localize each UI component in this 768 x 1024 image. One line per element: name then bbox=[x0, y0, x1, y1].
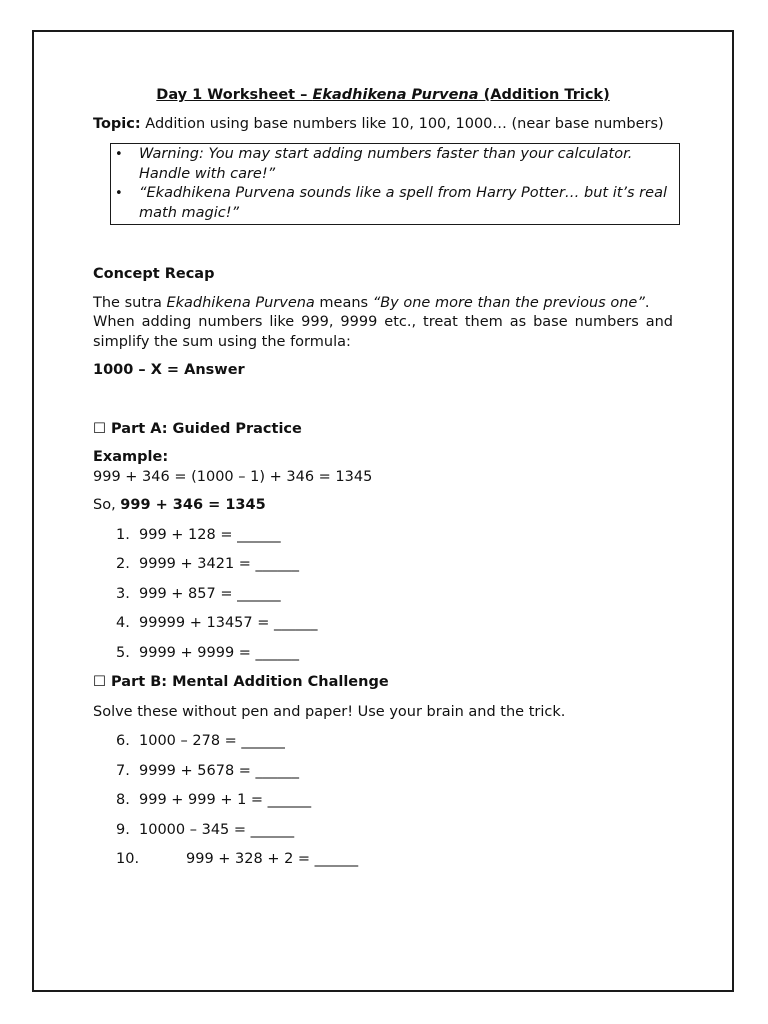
bullet-icon: • bbox=[115, 186, 123, 201]
part-b-heading: ☐ Part B: Mental Addition Challenge bbox=[93, 674, 389, 690]
concept-paragraph-1: The sutra Ekadhikena Purvena means “By one more than the previous one”. bbox=[93, 294, 650, 311]
part-b-questions bbox=[93, 732, 673, 870]
question-text: 9999 + 9999 = ______ bbox=[139, 644, 300, 661]
question-text: 999 + 999 + 1 = ______ bbox=[139, 792, 312, 808]
question-text: 999 + 328 + 2 = ______ bbox=[186, 851, 359, 867]
question-number: 3. bbox=[116, 585, 130, 602]
question-text: 99999 + 13457 = ______ bbox=[139, 615, 318, 631]
question-number: 7. bbox=[116, 762, 130, 779]
topic-text: Addition using base numbers like 10, 100, 1000… (near base numbers) bbox=[140, 115, 664, 132]
topic-line bbox=[93, 115, 673, 135]
question-item bbox=[93, 850, 673, 870]
question-number: 5. bbox=[116, 644, 130, 661]
question-number: 8. bbox=[116, 792, 130, 808]
question-number: 10. bbox=[116, 851, 140, 867]
question-item bbox=[93, 762, 673, 782]
question-text: 9999 + 5678 = ______ bbox=[139, 762, 300, 779]
example-label: Example: bbox=[93, 449, 169, 465]
question-text: 999 + 857 = ______ bbox=[139, 585, 281, 602]
question-text: 1000 – 278 = ______ bbox=[139, 733, 285, 749]
question-item bbox=[93, 585, 673, 605]
bullet-icon: • bbox=[115, 147, 123, 162]
formula: 1000 – X = Answer bbox=[93, 362, 245, 378]
warning-text: Warning: You may start adding numbers faster than your calculator. Handle with care!” bbox=[139, 146, 633, 182]
part-a-heading: ☐ Part A: Guided Practice bbox=[93, 420, 302, 437]
question-number: 4. bbox=[116, 615, 130, 631]
question-text: 9999 + 3421 = ______ bbox=[139, 556, 300, 572]
worksheet-content bbox=[93, 86, 673, 870]
question-text: 999 + 128 = ______ bbox=[139, 526, 281, 543]
question-number: 2. bbox=[116, 556, 130, 572]
topic-label: Topic: bbox=[93, 115, 141, 132]
question-item bbox=[93, 644, 673, 664]
warning-item bbox=[115, 145, 673, 184]
worksheet-title: Day 1 Worksheet – Ekadhikena Purvena (Addition Trick) bbox=[156, 87, 610, 103]
question-item bbox=[93, 791, 673, 811]
warning-box bbox=[110, 143, 680, 225]
question-item bbox=[93, 555, 673, 575]
question-item bbox=[93, 821, 673, 841]
question-item bbox=[93, 732, 673, 752]
question-number: 1. bbox=[116, 526, 130, 543]
question-text: 10000 – 345 = ______ bbox=[139, 821, 295, 838]
concept-heading: Concept Recap bbox=[93, 266, 215, 282]
warning-text: “Ekadhikena Purvena sounds like a spell from Harry Potter… but it’s real math magic!” bbox=[139, 185, 667, 221]
concept-paragraph-2: When adding numbers like 999, 9999 etc., treat them as base numbers and simplify the sum using the formula: bbox=[93, 314, 673, 350]
question-item bbox=[93, 526, 673, 546]
example-result: So, 999 + 346 = 1345 bbox=[93, 497, 266, 513]
example-line: 999 + 346 = (1000 – 1) + 346 = 1345 bbox=[93, 468, 373, 485]
warning-item bbox=[115, 184, 673, 223]
part-a-questions bbox=[93, 526, 673, 664]
question-item bbox=[93, 614, 673, 634]
question-number: 9. bbox=[116, 821, 130, 838]
part-b-intro: Solve these without pen and paper! Use your brain and the trick. bbox=[93, 703, 566, 720]
question-number: 6. bbox=[116, 733, 130, 749]
